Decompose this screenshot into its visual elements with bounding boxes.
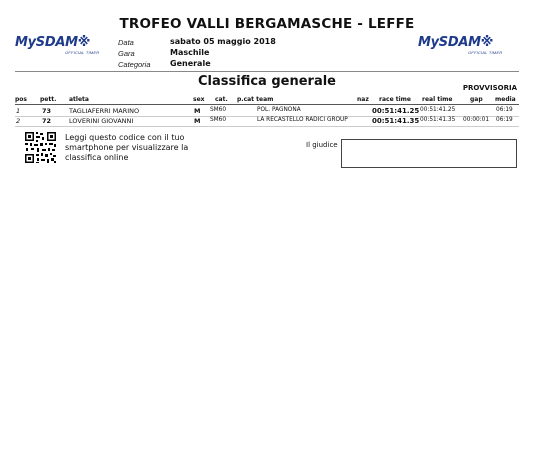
row-divider <box>15 126 519 127</box>
col-header-sex: sex <box>193 96 205 103</box>
cell-real-time: 00:51:41.25 <box>420 107 456 113</box>
cell-media: 06:19 <box>496 117 513 123</box>
table-header-divider <box>15 104 519 105</box>
cell-cat: SM60 <box>210 107 227 113</box>
giudice-label: Il giudice <box>306 141 338 149</box>
header-divider <box>15 71 519 72</box>
logo-brand: MySDAM※ <box>418 35 494 50</box>
col-header-pcat-team: p.cat team <box>237 96 274 103</box>
meta-label-gara: Gara <box>118 49 135 58</box>
mysdam-logo-left <box>15 36 115 56</box>
col-header-naz: naz <box>357 96 369 103</box>
cell-atleta: LOVERINI GIOVANNI <box>69 117 134 125</box>
col-header-media: media <box>495 96 516 103</box>
logo-tagline: OFFICIAL TIMER <box>65 50 100 55</box>
cell-gap: 00:00:01 <box>463 117 490 123</box>
cell-sex: M <box>194 107 201 115</box>
giudice-signature-box <box>341 139 517 168</box>
meta-value-gara: Maschile <box>170 48 210 57</box>
meta-value-categoria: Generale <box>170 59 211 68</box>
cell-pett: 72 <box>42 117 52 125</box>
meta-label-data: Data <box>118 38 134 47</box>
cell-pett: 73 <box>42 107 52 115</box>
cell-real-time: 00:51:41.35 <box>420 117 456 123</box>
col-header-race-time: race time <box>379 96 411 103</box>
col-header-pett: pett. <box>40 96 57 103</box>
section-title: Classifica generale <box>198 74 336 89</box>
cell-team: POL. PAGNONA <box>257 107 301 113</box>
logo-brand: MySDAM※ <box>15 35 91 50</box>
cell-race-time: 00:51:41.25 <box>372 107 420 115</box>
cell-pos: 1 <box>16 107 21 115</box>
cell-pos: 2 <box>16 117 21 125</box>
cell-cat: SM60 <box>210 117 227 123</box>
col-header-real-time: real time <box>422 96 453 103</box>
meta-label-categoria: Categoria <box>118 60 151 69</box>
meta-value-data: sabato 05 maggio 2018 <box>170 37 276 46</box>
col-header-atleta: atleta <box>69 96 89 103</box>
col-header-pos: pos <box>15 96 27 103</box>
cell-team: LA RECASTELLO RADICI GROUP <box>257 117 348 123</box>
event-title: TROFEO VALLI BERGAMASCHE - LEFFE <box>119 16 415 32</box>
cell-sex: M <box>194 117 201 125</box>
logo-tagline: OFFICIAL TIMER <box>468 50 503 55</box>
cell-media: 06:19 <box>496 107 513 113</box>
cell-race-time: 00:51:41.35 <box>372 117 420 125</box>
status-badge: PROVVISORIA <box>462 84 517 92</box>
mysdam-logo-right <box>418 36 518 56</box>
col-header-gap: gap <box>470 96 483 103</box>
qr-code-icon <box>24 131 57 164</box>
cell-atleta: TAGLIAFERRI MARINO <box>69 107 140 115</box>
qr-instructions: Leggi questo codice con il tuo smartphone per visualizzare la classifica online <box>65 133 189 162</box>
col-header-cat: cat. <box>215 96 228 103</box>
